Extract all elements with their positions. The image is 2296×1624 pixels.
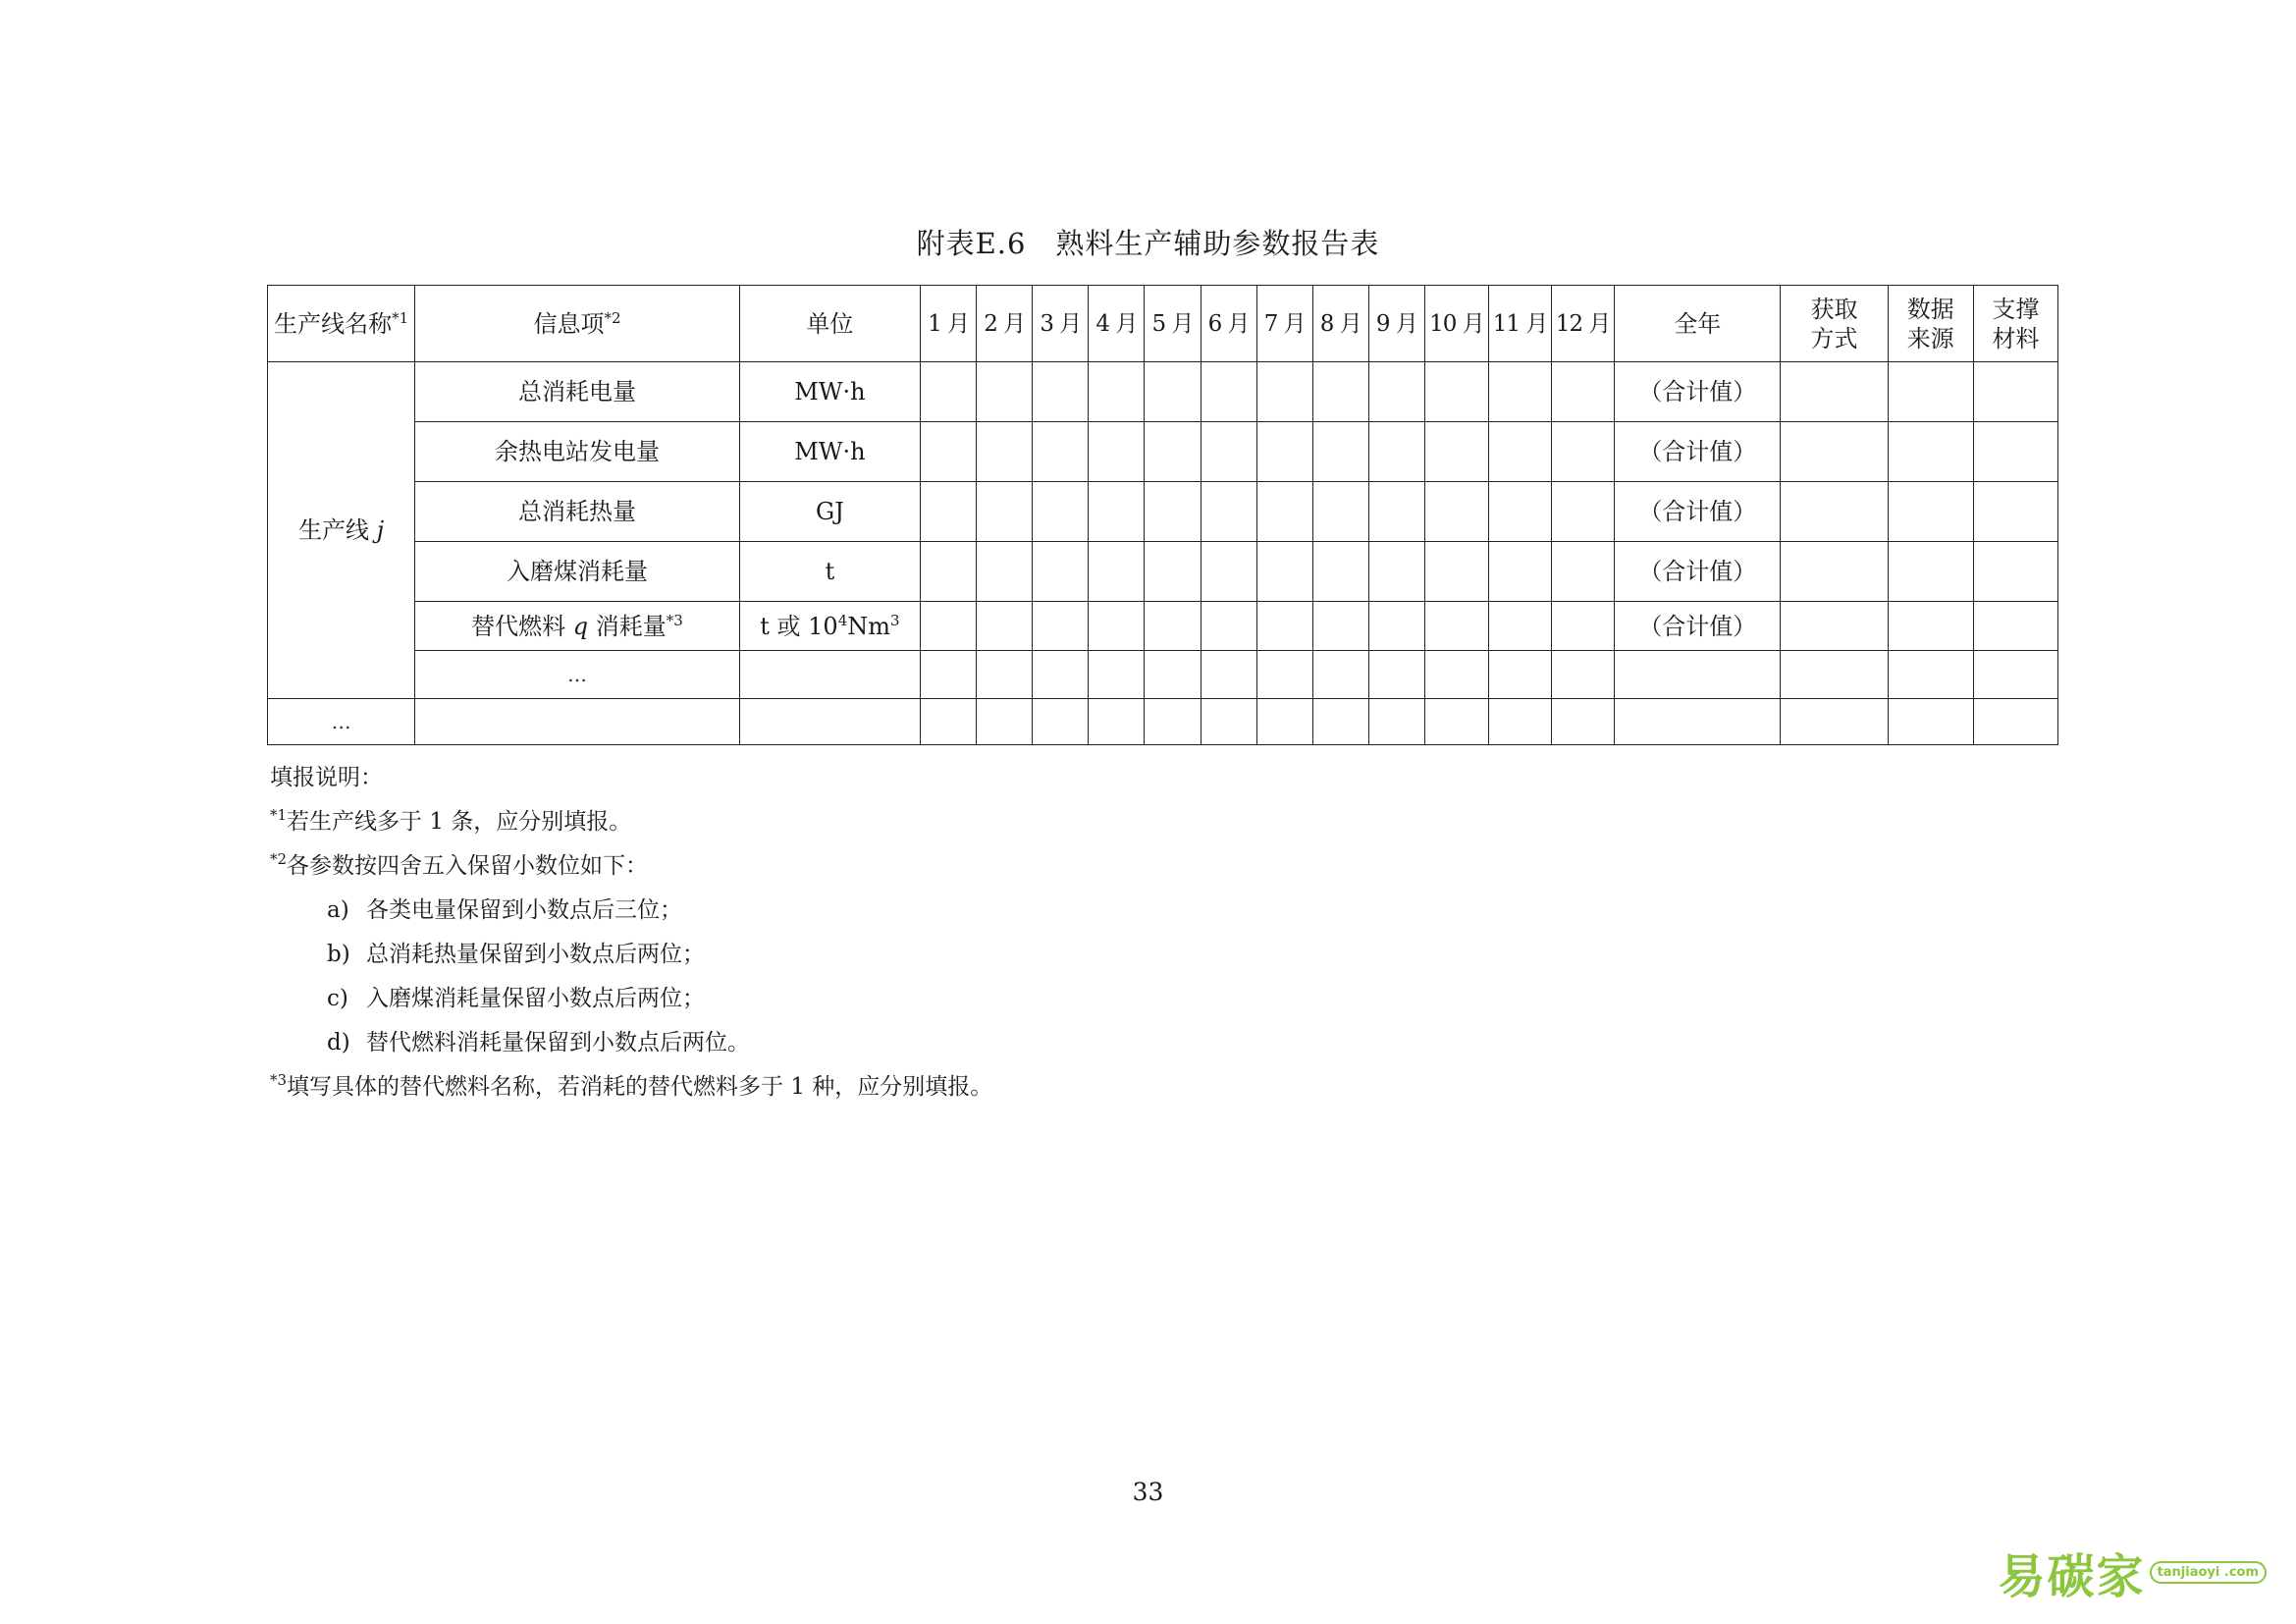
- source-cell[interactable]: [1888, 542, 1973, 602]
- month-cell[interactable]: [1424, 602, 1488, 651]
- month-cell[interactable]: [1424, 482, 1488, 542]
- month-cell[interactable]: [1424, 699, 1488, 745]
- month-cell[interactable]: [1368, 362, 1424, 422]
- month-cell[interactable]: [921, 422, 977, 482]
- info-item-cell[interactable]: [415, 699, 740, 745]
- table-name: 熟料生产辅助参数报告表: [1055, 227, 1380, 260]
- table-row: [268, 362, 2058, 422]
- month-cell[interactable]: [1201, 651, 1256, 699]
- annual-cell: （合计值）: [1615, 482, 1781, 542]
- header-month: 11 月: [1489, 286, 1552, 362]
- month-cell[interactable]: [921, 542, 977, 602]
- table-row: [268, 422, 2058, 482]
- header-month: 12 月: [1552, 286, 1615, 362]
- header-info-item: 信息项$^{*2}$: [415, 286, 740, 362]
- page-number: 33: [1132, 1478, 1164, 1506]
- ellipsis-item-cell: …: [415, 651, 740, 699]
- month-cell[interactable]: [1368, 482, 1424, 542]
- month-cell[interactable]: [977, 542, 1033, 602]
- month-cell[interactable]: [977, 362, 1033, 422]
- month-cell[interactable]: [977, 422, 1033, 482]
- month-cell[interactable]: [1368, 651, 1424, 699]
- month-cell[interactable]: [1489, 362, 1552, 422]
- month-cell[interactable]: [1489, 422, 1552, 482]
- header-unit: 单位: [739, 286, 920, 362]
- month-cell[interactable]: [977, 651, 1033, 699]
- unit-cell: t: [739, 542, 920, 602]
- month-cell[interactable]: [1145, 651, 1201, 699]
- method-cell[interactable]: [1781, 602, 1888, 651]
- header-source: 数据 来源: [1888, 286, 1973, 362]
- unit-cell[interactable]: [739, 699, 920, 745]
- source-cell[interactable]: [1888, 422, 1973, 482]
- month-cell[interactable]: [1552, 699, 1615, 745]
- header-line-name: 生产线名称$^{*1}$: [268, 286, 415, 362]
- month-cell[interactable]: [1368, 699, 1424, 745]
- table-row: [268, 651, 2058, 699]
- header-method: 获取 方式: [1781, 286, 1888, 362]
- method-cell[interactable]: [1781, 699, 1888, 745]
- info-item-cell: 总消耗电量: [415, 362, 740, 422]
- unit-cell: GJ: [739, 482, 920, 542]
- method-cell[interactable]: [1781, 651, 1888, 699]
- month-cell[interactable]: [1256, 602, 1312, 651]
- month-cell[interactable]: [1552, 602, 1615, 651]
- month-cell[interactable]: [1256, 542, 1312, 602]
- month-cell[interactable]: [1489, 542, 1552, 602]
- method-cell[interactable]: [1781, 362, 1888, 422]
- month-cell[interactable]: [977, 699, 1033, 745]
- month-cell[interactable]: [921, 699, 977, 745]
- month-cell[interactable]: [1033, 602, 1089, 651]
- month-cell[interactable]: [1089, 602, 1145, 651]
- month-cell[interactable]: [1033, 699, 1089, 745]
- month-cell[interactable]: [1201, 602, 1256, 651]
- month-cell[interactable]: [977, 602, 1033, 651]
- month-cell[interactable]: [1312, 602, 1368, 651]
- source-cell[interactable]: [1888, 362, 1973, 422]
- month-cell[interactable]: [1033, 542, 1089, 602]
- support-cell[interactable]: [1973, 651, 2057, 699]
- month-cell[interactable]: [1145, 482, 1201, 542]
- ellipsis-line-cell: …: [268, 699, 415, 745]
- month-cell[interactable]: [977, 482, 1033, 542]
- month-cell[interactable]: [921, 362, 977, 422]
- header-support: 支撑 材料: [1973, 286, 2057, 362]
- header-month: 7 月: [1256, 286, 1312, 362]
- month-cell[interactable]: [921, 602, 977, 651]
- production-line-cell: 生产线 j: [268, 362, 415, 699]
- month-cell[interactable]: [1201, 482, 1256, 542]
- month-cell[interactable]: [1312, 482, 1368, 542]
- notes-heading: 填报说明：: [270, 765, 383, 790]
- month-cell[interactable]: [1033, 362, 1089, 422]
- header-month: 10 月: [1424, 286, 1488, 362]
- month-cell[interactable]: [1368, 602, 1424, 651]
- source-cell[interactable]: [1888, 699, 1973, 745]
- month-cell[interactable]: [1552, 542, 1615, 602]
- month-cell[interactable]: [1145, 699, 1201, 745]
- month-cell[interactable]: [1489, 699, 1552, 745]
- unit-cell: t 或 $10^4Nm^3$: [739, 602, 920, 651]
- month-cell[interactable]: [1552, 482, 1615, 542]
- table-row: [268, 482, 2058, 542]
- source-cell[interactable]: [1888, 482, 1973, 542]
- month-cell[interactable]: [1489, 482, 1552, 542]
- report-table: [267, 285, 2058, 745]
- annual-cell: （合计值）: [1615, 362, 1781, 422]
- watermark-logo: [1999, 1539, 2267, 1606]
- note-2-sub: c) 入磨煤消耗量保留小数点后两位；: [327, 986, 705, 1011]
- table-row: [268, 602, 2058, 651]
- month-cell[interactable]: [1145, 542, 1201, 602]
- month-cell[interactable]: [1201, 362, 1256, 422]
- month-cell[interactable]: [1312, 651, 1368, 699]
- month-cell[interactable]: [1312, 362, 1368, 422]
- month-cell[interactable]: [1424, 542, 1488, 602]
- header-month: 6 月: [1201, 286, 1256, 362]
- annual-cell[interactable]: [1615, 699, 1781, 745]
- month-cell[interactable]: [1089, 422, 1145, 482]
- header-month: 1 月: [921, 286, 977, 362]
- note-2-sub: a) 各类电量保留到小数点后三位；: [327, 897, 682, 923]
- month-cell[interactable]: [1033, 482, 1089, 542]
- month-cell[interactable]: [1145, 602, 1201, 651]
- header-month: 2 月: [977, 286, 1033, 362]
- annual-cell: （合计值）: [1615, 602, 1781, 651]
- watermark-url: tanjiaoyi .com: [2150, 1561, 2267, 1584]
- method-cell[interactable]: [1781, 482, 1888, 542]
- month-cell[interactable]: [1424, 362, 1488, 422]
- month-cell[interactable]: [1312, 699, 1368, 745]
- table-code: 附表E.6: [916, 227, 1027, 260]
- annual-cell[interactable]: [1615, 651, 1781, 699]
- info-item-cell: 余热电站发电量: [415, 422, 740, 482]
- method-cell[interactable]: [1781, 542, 1888, 602]
- month-cell[interactable]: [1256, 651, 1312, 699]
- support-cell[interactable]: [1973, 699, 2057, 745]
- source-cell[interactable]: [1888, 602, 1973, 651]
- month-cell[interactable]: [921, 651, 977, 699]
- unit-cell: MW·h: [739, 422, 920, 482]
- month-cell[interactable]: [1256, 362, 1312, 422]
- month-cell[interactable]: [1089, 542, 1145, 602]
- unit-cell: MW·h: [739, 362, 920, 422]
- month-cell[interactable]: [1552, 422, 1615, 482]
- header-month: 8 月: [1312, 286, 1368, 362]
- month-cell[interactable]: [1256, 699, 1312, 745]
- note-3: $^{*3}$填写具体的替代燃料名称，若消耗的替代燃料多于 1 种，应分别填报。: [270, 1071, 993, 1100]
- month-cell[interactable]: [1145, 362, 1201, 422]
- header-month: 4 月: [1089, 286, 1145, 362]
- month-cell[interactable]: [1145, 422, 1201, 482]
- month-cell[interactable]: [921, 482, 977, 542]
- month-cell[interactable]: [1256, 422, 1312, 482]
- source-cell[interactable]: [1888, 651, 1973, 699]
- support-cell[interactable]: [1973, 422, 2057, 482]
- info-item-cell: 总消耗热量: [415, 482, 740, 542]
- month-cell[interactable]: [1201, 699, 1256, 745]
- month-cell[interactable]: [1201, 422, 1256, 482]
- filling-notes: [270, 756, 992, 1110]
- header-month: 9 月: [1368, 286, 1424, 362]
- month-cell[interactable]: [1489, 602, 1552, 651]
- month-cell[interactable]: [1489, 651, 1552, 699]
- month-cell[interactable]: [1424, 422, 1488, 482]
- month-cell[interactable]: [1256, 482, 1312, 542]
- month-cell[interactable]: [1033, 651, 1089, 699]
- month-cell[interactable]: [1552, 651, 1615, 699]
- month-cell[interactable]: [1089, 651, 1145, 699]
- table-row: [268, 699, 2058, 745]
- month-cell[interactable]: [1312, 542, 1368, 602]
- info-item-cell: 替代燃料 q 消耗量$^{*3}$: [415, 602, 740, 651]
- month-cell[interactable]: [1089, 699, 1145, 745]
- table-title: [0, 222, 2296, 262]
- header-row: [268, 286, 2058, 362]
- note-2-sub: b) 总消耗热量保留到小数点后两位；: [327, 942, 705, 967]
- header-month: 5 月: [1145, 286, 1201, 362]
- header-month: 3 月: [1033, 286, 1089, 362]
- table-row: [268, 542, 2058, 602]
- info-item-cell: 入磨煤消耗量: [415, 542, 740, 602]
- note-2-sub: d) 替代燃料消耗量保留到小数点后两位。: [327, 1030, 750, 1056]
- month-cell[interactable]: [1368, 422, 1424, 482]
- support-cell[interactable]: [1973, 362, 2057, 422]
- note-1: $^{*1}$若生产线多于 1 条，应分别填报。: [270, 806, 632, 835]
- month-cell[interactable]: [1089, 362, 1145, 422]
- month-cell[interactable]: [1033, 422, 1089, 482]
- month-cell[interactable]: [1312, 422, 1368, 482]
- header-annual: 全年: [1615, 286, 1781, 362]
- support-cell[interactable]: [1973, 482, 2057, 542]
- month-cell[interactable]: [1201, 542, 1256, 602]
- month-cell[interactable]: [1552, 362, 1615, 422]
- unit-cell[interactable]: [739, 651, 920, 699]
- note-2: $^{*2}$各参数按四舍五入保留小数位如下：: [270, 850, 649, 879]
- month-cell[interactable]: [1089, 482, 1145, 542]
- month-cell[interactable]: [1368, 542, 1424, 602]
- annual-cell: （合计值）: [1615, 542, 1781, 602]
- month-cell[interactable]: [1424, 651, 1488, 699]
- support-cell[interactable]: [1973, 602, 2057, 651]
- annual-cell: （合计值）: [1615, 422, 1781, 482]
- method-cell[interactable]: [1781, 422, 1888, 482]
- support-cell[interactable]: [1973, 542, 2057, 602]
- watermark-text: 易碳家: [1998, 1549, 2146, 1604]
